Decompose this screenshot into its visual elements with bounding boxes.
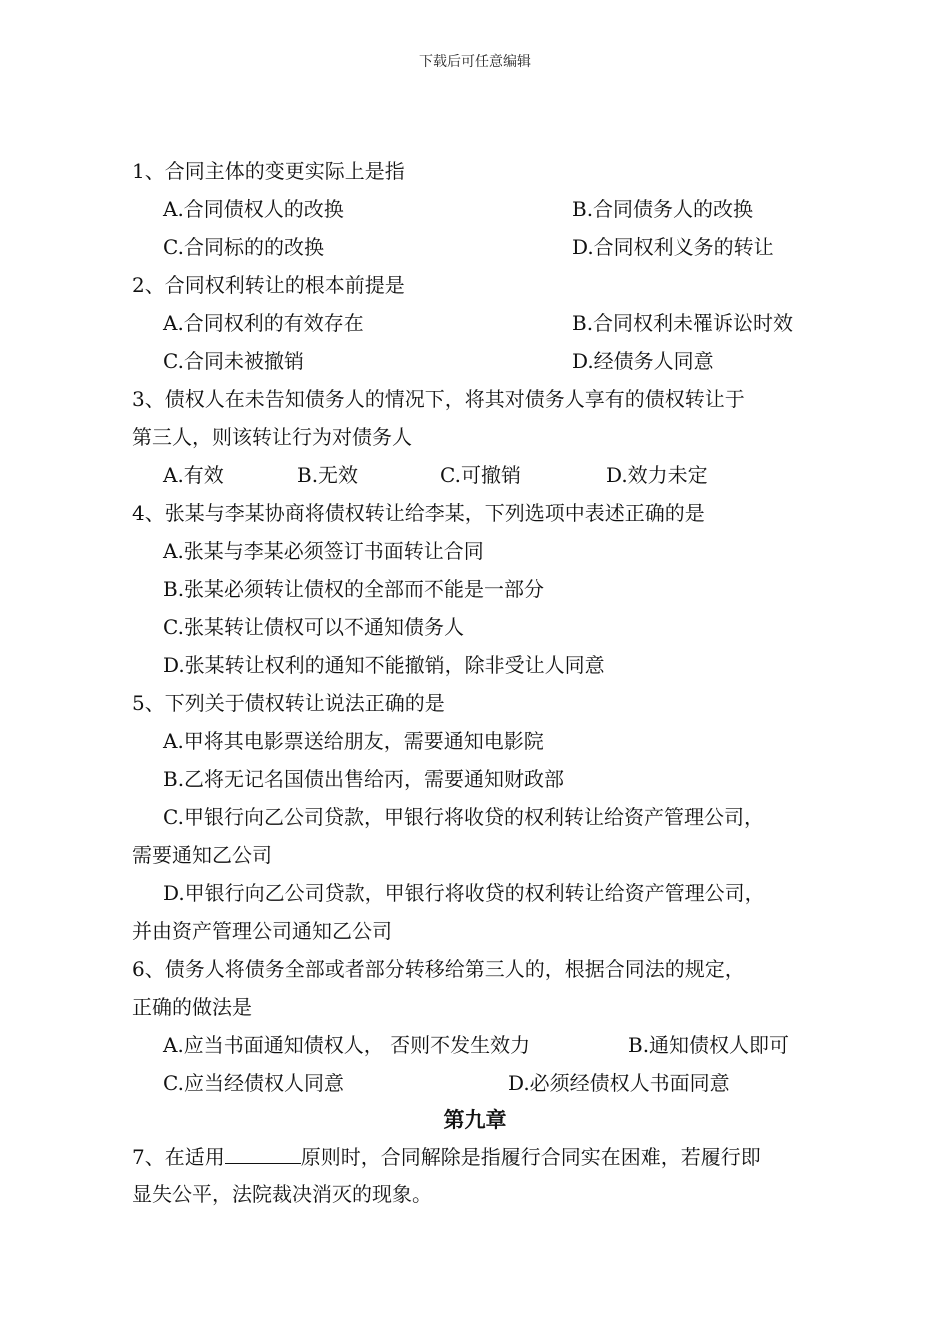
question-4-option-a: A.张某与李某必须签订书面转让合同 — [163, 539, 484, 563]
question-6-stem-line-1: 6、债务人将债务全部或者部分转移给第三人的，根据合同法的规定， — [132, 957, 745, 981]
question-4-option-b: B.张某必须转让债权的全部而不能是一部分 — [163, 577, 545, 601]
question-3-stem-line-1: 3、债权人在未告知债务人的情况下，将其对债务人享有的债权转让于 — [132, 387, 745, 411]
question-2-option-c: C.合同未被撤销 — [163, 349, 304, 373]
question-2-stem: 2、合同权利转让的根本前提是 — [132, 273, 405, 297]
question-6-option-b: B.通知债权人即可 — [628, 1033, 790, 1057]
question-1-option-a: A.合同债权人的改换 — [163, 197, 344, 221]
question-5-option-b: B.乙将无记名国债出售给丙，需要通知财政部 — [163, 767, 565, 791]
question-5-option-d-line-2: 并由资产管理公司通知乙公司 — [132, 919, 392, 943]
question-3-option-a: A.有效 — [163, 463, 224, 487]
question-7-line-1 — [132, 1143, 761, 1170]
question-5-stem: 5、下列关于债权转让说法正确的是 — [132, 691, 445, 715]
question-5-option-c-line-2: 需要通知乙公司 — [132, 843, 272, 867]
question-7-line-2: 显失公平，法院裁决消灭的现象。 — [132, 1182, 432, 1206]
question-5-option-d-line-1: D.甲银行向乙公司贷款，甲银行将收贷的权利转让给资产管理公司， — [163, 881, 765, 905]
question-2-option-b: B.合同权利未罹诉讼时效 — [572, 311, 794, 335]
question-6-option-c: C.应当经债权人同意 — [163, 1071, 344, 1095]
question-3-option-d: D.效力未定 — [606, 463, 708, 487]
question-6-option-d: D.必须经债权人书面同意 — [508, 1071, 730, 1095]
question-5-option-c-line-1: C.甲银行向乙公司贷款，甲银行将收贷的权利转让给资产管理公司， — [163, 805, 764, 829]
question-6-stem-line-2: 正确的做法是 — [132, 995, 252, 1019]
question-1-option-b: B.合同债务人的改换 — [572, 197, 754, 221]
question-1-option-d: D.合同权利义务的转让 — [572, 235, 774, 259]
question-2-option-d: D.经债务人同意 — [572, 349, 714, 373]
chapter-heading: 第九章 — [443, 1108, 507, 1132]
question-3-option-c: C.可撤销 — [440, 463, 521, 487]
question-5-option-a: A.甲将其电影票送给朋友，需要通知电影院 — [163, 729, 544, 753]
question-1-option-c: C.合同标的的改换 — [163, 235, 324, 259]
question-7-text-before-blank: 7、在适用 — [132, 1145, 225, 1169]
page-header: 下载后可任意编辑 — [419, 54, 531, 70]
question-1-stem: 1、合同主体的变更实际上是指 — [132, 159, 405, 183]
fill-in-blank — [225, 1143, 301, 1164]
question-4-option-d: D.张某转让权利的通知不能撤销，除非受让人同意 — [163, 653, 605, 677]
question-4-stem: 4、张某与李某协商将债权转让给李某，下列选项中表述正确的是 — [132, 501, 705, 525]
question-2-option-a: A.合同权利的有效存在 — [163, 311, 364, 335]
question-6-option-a: A.应当书面通知债权人， 否则不发生效力 — [163, 1033, 531, 1057]
question-3-stem-line-2: 第三人，则该转让行为对债务人 — [132, 425, 412, 449]
question-7-text-after-blank: 原则时，合同解除是指履行合同实在困难，若履行即 — [300, 1145, 761, 1169]
question-4-option-c: C.张某转让债权可以不通知债务人 — [163, 615, 464, 639]
question-3-option-b: B.无效 — [297, 463, 359, 487]
